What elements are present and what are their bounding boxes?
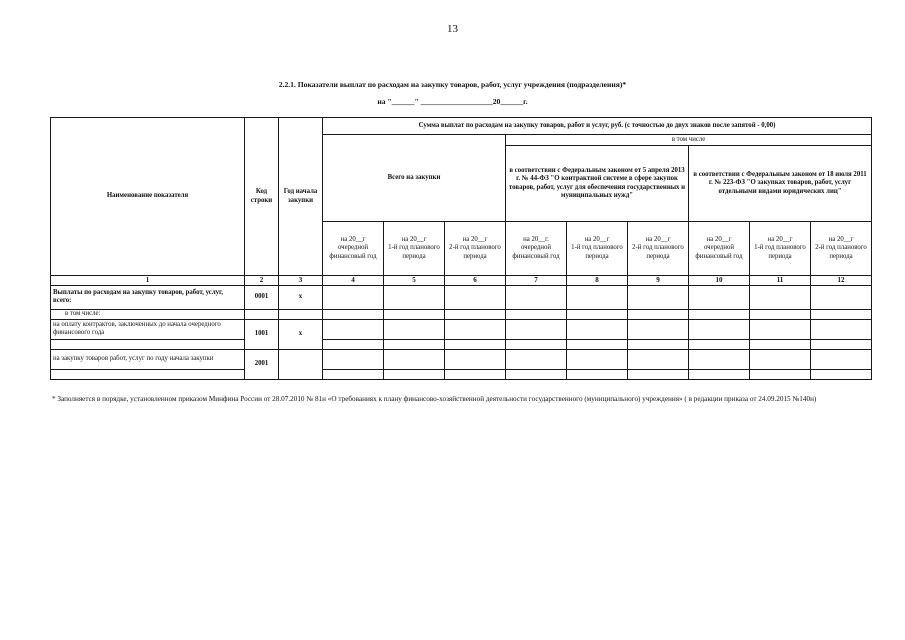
value-cell — [323, 339, 384, 349]
row-name: на оплату контрактов, заключенных до начала очередного финансового года — [51, 319, 245, 339]
header-223fz: в соответствии с Федеральным законом от 18 июля 2011 г. № 223-ФЗ "О закупках товаров, работ, услуг отдельными видами юридических лиц" — [689, 146, 872, 222]
value-cell — [506, 319, 567, 339]
column-number: 11 — [750, 276, 811, 286]
value-cell — [567, 309, 628, 319]
value-cell — [384, 369, 445, 379]
value-cell — [384, 319, 445, 339]
value-cell — [689, 349, 750, 369]
value-cell — [567, 349, 628, 369]
table-row — [51, 319, 872, 339]
page-number: 13 — [447, 23, 458, 35]
column-number: 6 — [445, 276, 506, 286]
value-cell — [750, 369, 811, 379]
period-44fz-y0: на 20__г. очередной финансовый год — [506, 222, 567, 276]
value-cell — [628, 285, 689, 309]
value-cell — [628, 339, 689, 349]
row-year: х — [279, 285, 323, 309]
header-purchase-year: Год начала закупки — [279, 118, 323, 276]
value-cell — [811, 285, 872, 309]
value-cell — [384, 285, 445, 309]
table-row — [51, 349, 872, 369]
value-cell — [628, 309, 689, 319]
period-223fz-y1: на 20__г 1-й год планового периода — [750, 222, 811, 276]
value-cell — [628, 349, 689, 369]
value-cell — [506, 369, 567, 379]
header-row-code: Код строки — [245, 118, 279, 276]
header-total-purchases: Всего на закупки — [323, 135, 506, 222]
row-code: 0001 — [245, 285, 279, 309]
value-cell — [689, 319, 750, 339]
column-number: 8 — [567, 276, 628, 286]
row-code — [245, 309, 279, 319]
value-cell — [445, 285, 506, 309]
value-cell — [445, 369, 506, 379]
footnote: * Заполняется в порядке, установленном приказом Минфина России от 28.07.2010 № 81н «О требованиях к плану финансово-хозяйственной деятельности государственного (муниципального) учреждения» ( в редакции приказа от 24.09.2015 №140н) — [52, 395, 817, 403]
value-cell — [628, 319, 689, 339]
table-row-spacer — [51, 339, 872, 349]
value-cell — [628, 369, 689, 379]
value-cell — [323, 319, 384, 339]
value-cell — [384, 339, 445, 349]
value-cell — [323, 349, 384, 369]
row-name: в том числе: — [51, 309, 245, 319]
value-cell — [567, 319, 628, 339]
table-row — [51, 285, 872, 309]
value-cell — [689, 285, 750, 309]
period-44fz-y2: на 20__г 2-й год планового периода — [628, 222, 689, 276]
value-cell — [384, 309, 445, 319]
row-year — [279, 309, 323, 319]
value-cell — [323, 309, 384, 319]
empty-cell — [51, 339, 245, 349]
value-cell — [506, 339, 567, 349]
header-44fz: в соответствии с Федеральным законом от 5 апреля 2013 г. № 44-ФЗ "О контрактной системе в сфере закупок товаров, работ, услуг для обеспечения государственных и муниципальных нужд" — [506, 146, 689, 222]
column-number: 3 — [279, 276, 323, 286]
value-cell — [750, 349, 811, 369]
value-cell — [384, 349, 445, 369]
date-line: на "______" ___________________20______г. — [377, 97, 528, 106]
empty-cell — [51, 369, 245, 379]
table-row — [51, 309, 872, 319]
value-cell — [811, 369, 872, 379]
value-cell — [506, 349, 567, 369]
value-cell — [445, 349, 506, 369]
row-code: 1001 — [245, 319, 279, 349]
value-cell — [750, 285, 811, 309]
value-cell — [811, 309, 872, 319]
document-title: 2.2.1. Показатели выплат по расходам на закупку товаров, работ, услуг учреждения (подразделения)* — [278, 80, 627, 89]
value-cell — [689, 339, 750, 349]
period-total-y1: на 20__г 1-й год планового периода — [384, 222, 445, 276]
value-cell — [445, 339, 506, 349]
header-payment-sum: Сумма выплат по расходам на закупку товаров, работ и услуг, руб. (с точностью до двух знаков после запятой - 0,00) — [323, 118, 872, 135]
column-number: 2 — [245, 276, 279, 286]
column-number: 7 — [506, 276, 567, 286]
period-total-y2: на 20__г 2-й год планового периода — [445, 222, 506, 276]
column-number: 1 — [51, 276, 245, 286]
value-cell — [567, 369, 628, 379]
column-number: 12 — [811, 276, 872, 286]
header-including: в том числе — [506, 135, 872, 146]
value-cell — [750, 309, 811, 319]
table-row-spacer — [51, 369, 872, 379]
period-44fz-y1: на 20__г 1-й год планового периода — [567, 222, 628, 276]
value-cell — [323, 369, 384, 379]
value-cell — [750, 339, 811, 349]
row-name: Выплаты по расходам на закупку товаров, работ, услуг, всего: — [51, 285, 245, 309]
value-cell — [750, 319, 811, 339]
value-cell — [506, 309, 567, 319]
period-total-y0: на 20__г очередной финансовый год — [323, 222, 384, 276]
period-223fz-y2: на 20__г 2-й год планового периода — [811, 222, 872, 276]
purchase-payments-table — [50, 117, 872, 380]
column-number: 10 — [689, 276, 750, 286]
row-year: х — [279, 319, 323, 349]
value-cell — [811, 339, 872, 349]
value-cell — [811, 319, 872, 339]
column-number: 9 — [628, 276, 689, 286]
row-name: на закупку товаров работ, услуг по году начала закупки — [51, 349, 245, 369]
column-number: 4 — [323, 276, 384, 286]
value-cell — [506, 285, 567, 309]
value-cell — [811, 349, 872, 369]
column-number: 5 — [384, 276, 445, 286]
period-223fz-y0: на 20__г очередной финансовый год — [689, 222, 750, 276]
value-cell — [689, 309, 750, 319]
value-cell — [567, 339, 628, 349]
row-year — [279, 349, 323, 379]
header-indicator-name: Наименование показателя — [51, 118, 245, 276]
value-cell — [445, 309, 506, 319]
value-cell — [445, 319, 506, 339]
value-cell — [689, 369, 750, 379]
value-cell — [567, 285, 628, 309]
row-code: 2001 — [245, 349, 279, 379]
value-cell — [323, 285, 384, 309]
